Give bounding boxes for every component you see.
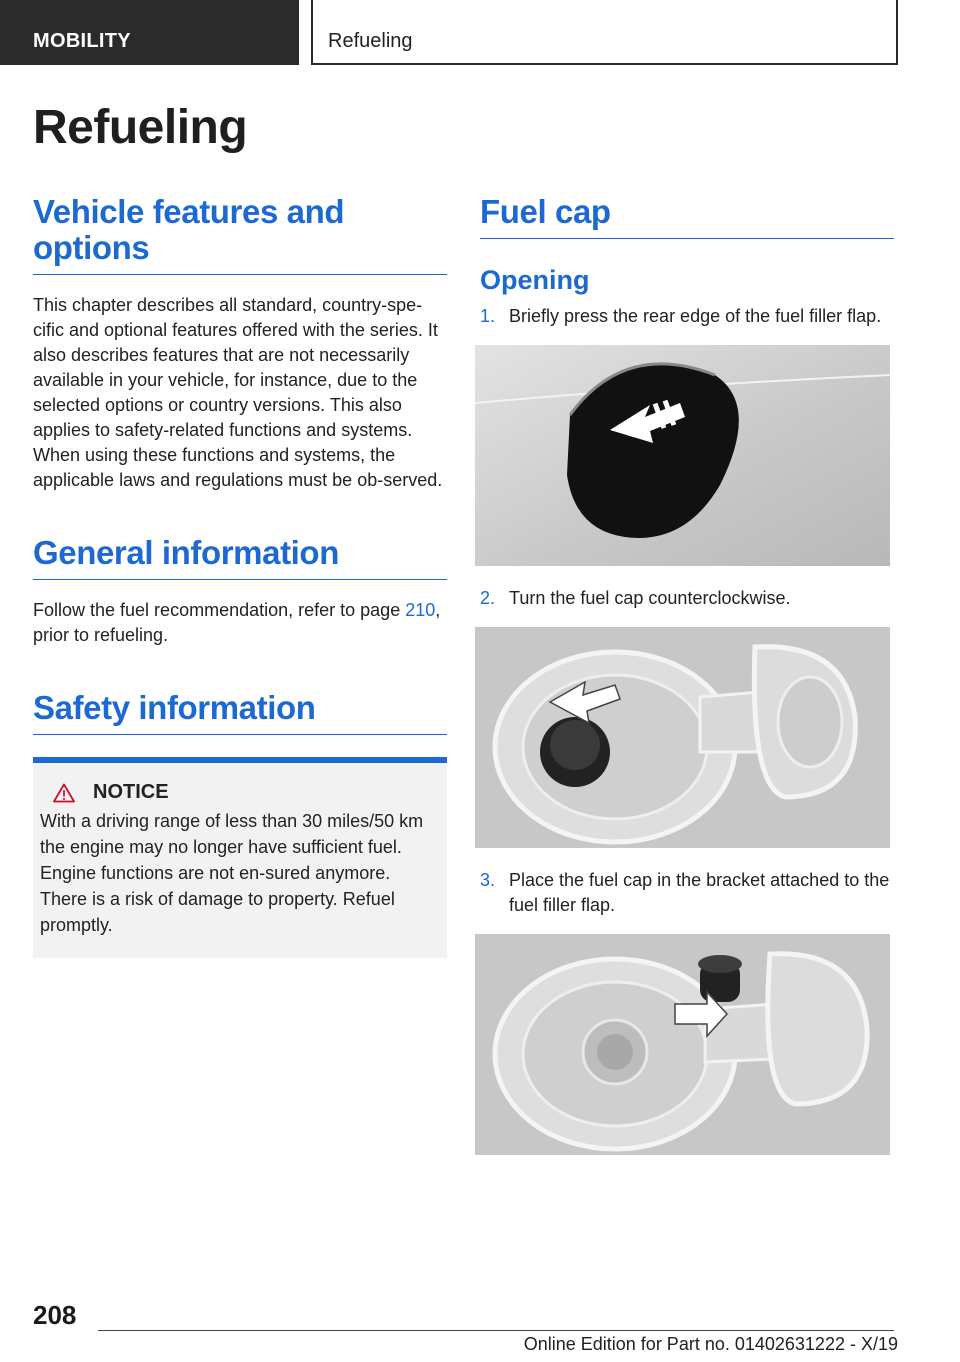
- fuel-filler-flap-illustration: [475, 345, 890, 566]
- fuel-cap-heading: Fuel cap: [480, 194, 894, 239]
- general-text-after: , prior to refueling.: [33, 600, 441, 645]
- header-section-label: MOBILITY: [33, 30, 131, 52]
- step-text: Place the fuel cap in the bracket attached to the fuel filler flap.: [509, 870, 890, 915]
- notice-body: With a driving range of less than 30 miles/50 km the engine may no longer have sufficient fuel. Engine functions are not en-sured anymore. There is a risk of damage to property. Refuel promptly.: [40, 811, 424, 935]
- notice-label: NOTICE: [93, 781, 169, 803]
- general-information-body: [33, 598, 447, 648]
- step-number: 1.: [480, 306, 496, 326]
- opening-steps: [480, 304, 894, 1155]
- general-information-heading: General information: [33, 535, 447, 580]
- opening-subheading: Opening: [480, 265, 590, 295]
- fuel-cap-turn-illustration: [475, 627, 890, 848]
- page-reference-link[interactable]: 210: [405, 600, 436, 620]
- general-text-before: Follow the fuel recommendation, refer to page: [33, 600, 406, 620]
- list-item: [480, 304, 894, 566]
- left-column: [33, 194, 447, 958]
- list-item: [480, 586, 894, 848]
- list-item: [480, 868, 894, 1155]
- notice-box: [33, 757, 447, 958]
- header-topic-label: Refueling: [328, 30, 413, 52]
- vehicle-features-body: This chapter describes all standard, country-spe-cific and optional features offered with the series. It also describes features that are not necessarily available in your vehicle, for instance, due to the selected options or country versions. This also applies to safety-related functions and systems. When using these functions and systems, the applicable laws and regulations must be ob-served.: [33, 295, 443, 490]
- fuel-cap-bracket-illustration: [475, 934, 890, 1155]
- step-text: Briefly press the rear edge of the fuel filler flap.: [509, 306, 882, 326]
- header-section-tab: [0, 0, 299, 65]
- header-topic-tab: [311, 0, 898, 65]
- step-text: Turn the fuel cap counterclockwise.: [509, 588, 791, 608]
- safety-information-heading: Safety information: [33, 690, 447, 735]
- footer-divider: [98, 1330, 894, 1331]
- right-column: [480, 194, 894, 1175]
- footer-edition: Online Edition for Part no. 01402631222 - X/19: [523, 1334, 898, 1354]
- vehicle-features-heading: Vehicle features and options: [33, 194, 447, 275]
- step-number: 2.: [480, 588, 496, 608]
- page-number: 208: [33, 1300, 77, 1330]
- page-title: Refueling: [33, 101, 248, 154]
- step-number: 3.: [480, 870, 496, 890]
- notice-header: [40, 781, 437, 804]
- warning-triangle-icon: [53, 783, 75, 803]
